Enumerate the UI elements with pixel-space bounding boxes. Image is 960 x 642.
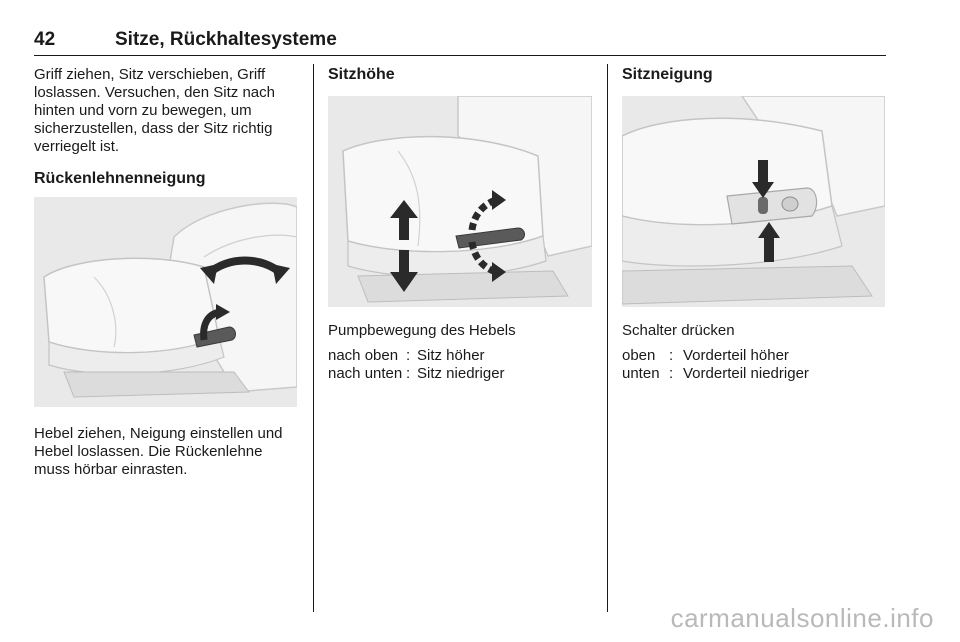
separator: : — [669, 347, 674, 364]
height-arrows — [390, 200, 418, 292]
down-arrow-icon — [390, 250, 418, 292]
text-line: Griff ziehen, Sitz verschieben, Griff — [34, 66, 266, 83]
caption-backrest — [34, 425, 306, 479]
definition-row — [622, 347, 655, 365]
column-divider — [313, 64, 314, 612]
curved-arrow-icon — [196, 304, 230, 342]
description: Sitz niedriger — [417, 365, 505, 382]
figure-seat-tilt — [622, 96, 885, 307]
term: oben — [622, 347, 656, 364]
curved-arrow-icon — [200, 254, 290, 294]
description: Sitz höher — [417, 347, 485, 364]
down-arrow-icon — [752, 160, 774, 198]
dashed-curved-arrow-icon — [462, 188, 506, 284]
intro-paragraph — [34, 66, 306, 156]
definition-row — [328, 365, 402, 383]
text-line: verriegelt ist. — [34, 138, 120, 155]
text-line: hinten und vorn zu bewegen, um — [34, 102, 252, 119]
up-arrow-icon — [758, 222, 780, 262]
heading-seat-height: Sitzhöhe — [328, 66, 395, 83]
term: unten — [622, 365, 660, 382]
description: Vorderteil höher — [683, 347, 789, 364]
text-line: sicherzustellen, dass der Sitz richtig — [34, 120, 273, 137]
text-line: Hebel ziehen, Neigung einstellen und — [34, 425, 283, 442]
up-arrow-icon — [390, 200, 418, 240]
watermark: carmanualsonline.info — [670, 603, 934, 633]
definition-row — [328, 347, 398, 365]
section-title: Sitze, Rückhaltesysteme — [115, 29, 337, 50]
term: nach oben — [328, 347, 399, 364]
column-divider — [607, 64, 608, 612]
separator: : — [406, 365, 411, 382]
text-line: Hebel loslassen. Die Rückenlehne — [34, 443, 263, 460]
description: Vorderteil niedriger — [683, 365, 809, 382]
heading-backrest: Rückenlehnenneigung — [34, 170, 206, 187]
text-line: loslassen. Versuchen, den Sitz nach — [34, 84, 275, 101]
separator: : — [669, 365, 674, 382]
figure-backrest-recline — [34, 197, 297, 407]
heading-seat-tilt: Sitzneigung — [622, 66, 713, 83]
caption-seat-height: Pumpbewegung des Hebels — [328, 322, 516, 339]
figure-seat-height — [328, 96, 592, 307]
page-header — [34, 29, 886, 56]
caption-seat-tilt: Schalter drücken — [622, 322, 735, 339]
definition-row — [622, 365, 660, 383]
separator: : — [406, 347, 411, 364]
page-number: 42 — [34, 29, 56, 50]
term: nach unten — [328, 365, 403, 382]
text-line: muss hörbar einrasten. — [34, 461, 188, 478]
